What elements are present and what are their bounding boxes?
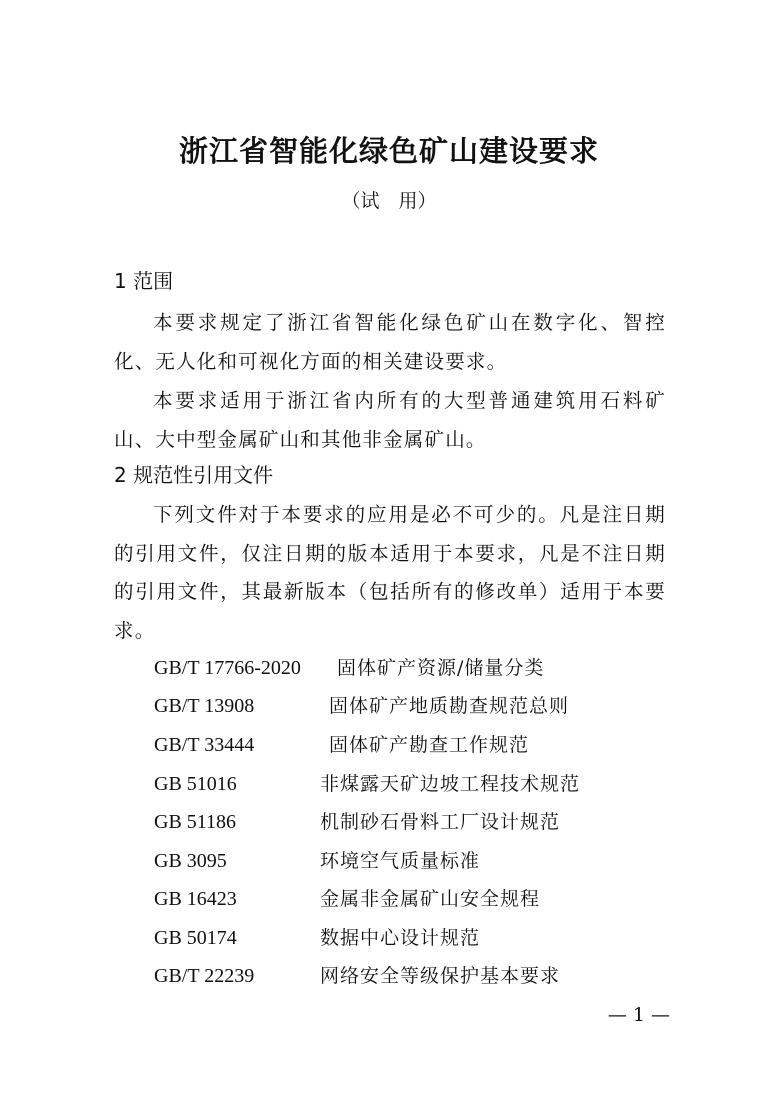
- reference-code: GB 3095: [154, 850, 227, 872]
- section-heading-scope: 1 范围: [114, 269, 174, 293]
- reference-code: GB/T 13908: [154, 695, 255, 717]
- reference-name: 网络安全等级保护基本要求: [320, 965, 561, 987]
- reference-name: 环境空气质量标准: [320, 850, 481, 872]
- reference-code: GB 51016: [154, 773, 237, 795]
- reference-name: 数据中心设计规范: [320, 927, 481, 949]
- reference-name: 非煤露天矿边坡工程技术规范: [320, 773, 581, 795]
- reference-name: 固体矿产资源/储量分类: [337, 657, 545, 679]
- reference-item: [154, 768, 674, 800]
- reference-code: GB 51186: [154, 811, 237, 833]
- reference-item: [154, 883, 674, 915]
- reference-item: [154, 845, 674, 877]
- reference-item: [154, 690, 674, 722]
- paragraph-references-intro: 下列文件对于本要求的应用是必不可少的。凡是注日期的引用文件，仅注日期的版本适用于本要求，凡是不注日期的引用文件，其最新版本（包括所有的修改单）适用于本要求。: [114, 503, 666, 642]
- reference-item: [154, 729, 674, 761]
- reference-item: [154, 806, 674, 838]
- reference-code: GB/T 33444: [154, 734, 255, 756]
- document-subtitle: （试 用）: [341, 190, 437, 212]
- reference-name: 机制砂石骨料工厂设计规范: [320, 811, 561, 833]
- reference-code: GB 16423: [154, 888, 237, 910]
- reference-name: 固体矿产地质勘查规范总则: [329, 695, 570, 717]
- section-heading-normative-references: 2 规范性引用文件: [114, 463, 274, 487]
- reference-item: [154, 960, 674, 992]
- paragraph-scope-2: 本要求适用于浙江省内所有的大型普通建筑用石料矿山、大中型金属矿山和其他非金属矿山。: [114, 389, 666, 451]
- reference-name: 金属非金属矿山安全规程: [320, 888, 541, 910]
- reference-code: GB/T 22239: [154, 965, 255, 987]
- reference-item: [154, 652, 674, 684]
- paragraph-scope-1: 本要求规定了浙江省智能化绿色矿山在数字化、智控化、无人化和可视化方面的相关建设要求。: [114, 311, 666, 373]
- reference-name: 固体矿产勘查工作规范: [329, 734, 530, 756]
- reference-code: GB 50174: [154, 927, 237, 949]
- document-title: 浙江省智能化绿色矿山建设要求: [178, 134, 599, 168]
- reference-code: GB/T 17766-2020: [154, 657, 301, 679]
- page-number: — 1 —: [607, 1004, 670, 1026]
- reference-item: [154, 922, 674, 954]
